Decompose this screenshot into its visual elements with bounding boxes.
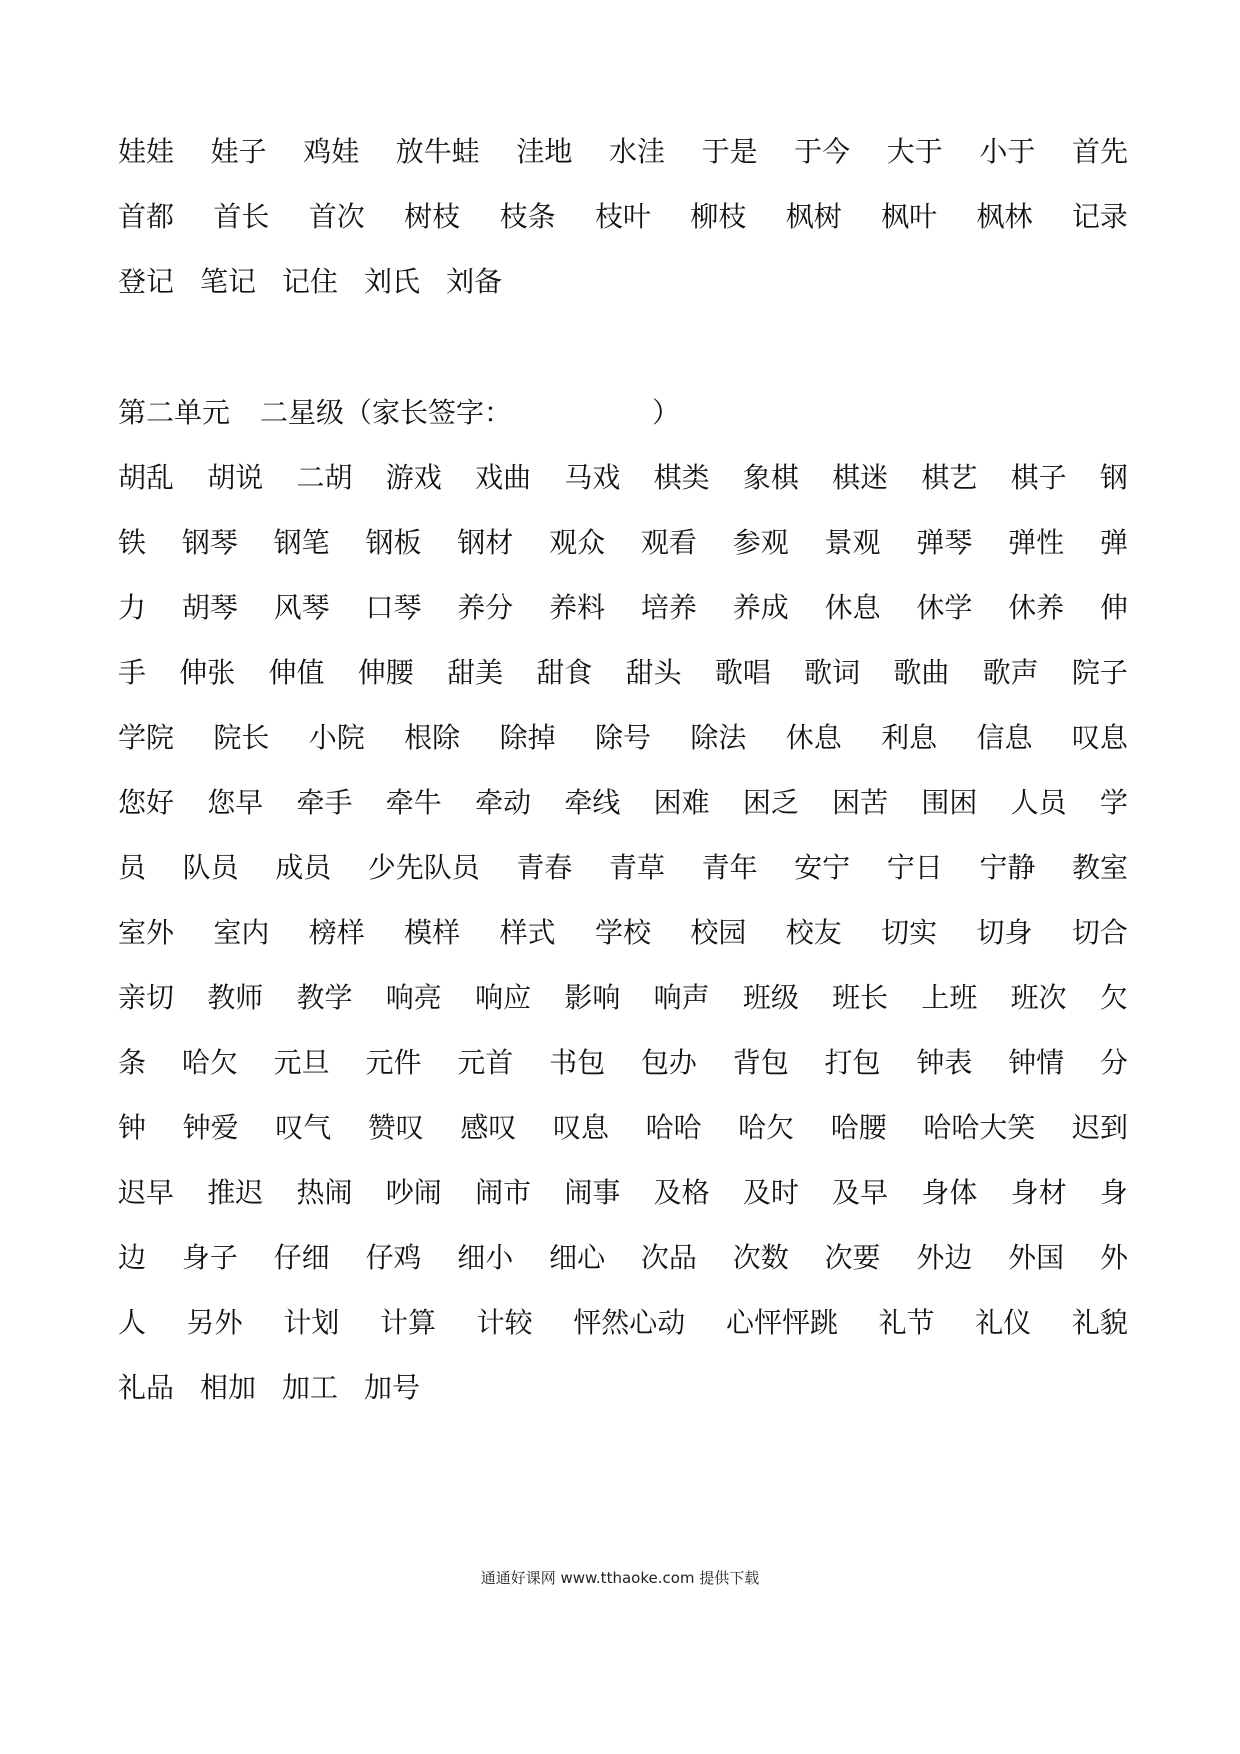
word: 枫林 — [976, 199, 1033, 233]
unit2-line — [118, 1353, 1128, 1418]
word: 培养 — [640, 590, 697, 624]
word: 元件 — [365, 1045, 422, 1079]
word: 加工 — [282, 1370, 339, 1404]
word: 铁 — [118, 525, 147, 559]
unit2-line — [118, 1093, 1128, 1158]
word: 记录 — [1071, 199, 1128, 233]
word: 人 — [118, 1305, 147, 1339]
word: 养料 — [549, 590, 606, 624]
word: 您好 — [118, 785, 175, 819]
word: 切身 — [976, 915, 1033, 949]
word: 包办 — [640, 1045, 697, 1079]
word: 仔细 — [273, 1240, 330, 1274]
word: 迟到 — [1071, 1110, 1128, 1144]
word: 吵闹 — [385, 1175, 442, 1209]
word: 边 — [118, 1240, 147, 1274]
word: 身材 — [1010, 1175, 1067, 1209]
word: 首长 — [213, 199, 270, 233]
unit2-line — [118, 1158, 1128, 1223]
word: 娃子 — [210, 134, 267, 168]
word: 影响 — [564, 980, 621, 1014]
word: 学校 — [594, 915, 651, 949]
word: 院长 — [213, 720, 270, 754]
unit1-line — [118, 182, 1128, 247]
word: 计划 — [283, 1305, 340, 1339]
word: 钢材 — [457, 525, 514, 559]
word: 钢笔 — [273, 525, 330, 559]
word: 上班 — [921, 980, 978, 1014]
word: 安宁 — [794, 850, 851, 884]
word: 分 — [1099, 1045, 1128, 1079]
unit2-line — [118, 1288, 1128, 1353]
word: 养分 — [457, 590, 514, 624]
word: 利息 — [881, 720, 938, 754]
word: 室内 — [213, 915, 270, 949]
word: 青春 — [516, 850, 573, 884]
word: 胡说 — [207, 460, 264, 494]
word: 鸡娃 — [303, 134, 360, 168]
unit2-word-list — [118, 443, 1128, 1418]
word: 小院 — [308, 720, 365, 754]
word: 样式 — [499, 915, 556, 949]
word: 歌词 — [804, 655, 861, 689]
word: 困乏 — [742, 785, 799, 819]
word: 放牛蛙 — [395, 134, 480, 168]
word: 元首 — [457, 1045, 514, 1079]
word: 教师 — [207, 980, 264, 1014]
word: 学院 — [118, 720, 175, 754]
word: 另外 — [186, 1305, 243, 1339]
word: 闹市 — [475, 1175, 532, 1209]
word: 成员 — [275, 850, 332, 884]
word: 困苦 — [832, 785, 889, 819]
word: 心怦怦跳 — [725, 1305, 838, 1339]
word: 休养 — [1008, 590, 1065, 624]
word: 力 — [118, 590, 147, 624]
word: 牵牛 — [385, 785, 442, 819]
word: 切合 — [1071, 915, 1128, 949]
word: 歌曲 — [893, 655, 950, 689]
word: 甜食 — [536, 655, 593, 689]
unit2-close-paren: ） — [652, 395, 681, 429]
word: 戏曲 — [475, 460, 532, 494]
unit2-line — [118, 768, 1128, 833]
word: 条 — [118, 1045, 147, 1079]
word: 棋迷 — [832, 460, 889, 494]
word: 钟爱 — [182, 1110, 239, 1144]
word: 信息 — [976, 720, 1033, 754]
word: 哈哈 — [645, 1110, 702, 1144]
word: 宁静 — [979, 850, 1036, 884]
word: 班次 — [1010, 980, 1067, 1014]
word: 响声 — [653, 980, 710, 1014]
word: 书包 — [549, 1045, 606, 1079]
word: 钟情 — [1008, 1045, 1065, 1079]
word: 棋子 — [1010, 460, 1067, 494]
word: 模样 — [404, 915, 461, 949]
word: 室外 — [118, 915, 175, 949]
word: 校友 — [785, 915, 842, 949]
word: 参观 — [732, 525, 789, 559]
word: 根除 — [404, 720, 461, 754]
word: 钟 — [118, 1110, 147, 1144]
word: 除法 — [690, 720, 747, 754]
word: 叹息 — [1071, 720, 1128, 754]
word: 榜样 — [308, 915, 365, 949]
word: 钢板 — [365, 525, 422, 559]
word: 伸张 — [179, 655, 236, 689]
word: 相加 — [200, 1370, 257, 1404]
word: 枝条 — [499, 199, 556, 233]
word: 口琴 — [365, 590, 422, 624]
word: 教学 — [296, 980, 353, 1014]
word: 养成 — [732, 590, 789, 624]
word: 娃娃 — [118, 134, 175, 168]
word: 景观 — [824, 525, 881, 559]
word: 歌唱 — [714, 655, 771, 689]
word: 礼仪 — [975, 1305, 1032, 1339]
word: 胡乱 — [118, 460, 175, 494]
word: 礼品 — [118, 1370, 175, 1404]
word: 伸 — [1099, 590, 1128, 624]
word: 教室 — [1071, 850, 1128, 884]
footer-credit: 通通好课网 www.tthaoke.com 提供下载 — [480, 1569, 760, 1587]
word: 计较 — [476, 1305, 533, 1339]
unit2-line — [118, 1028, 1128, 1093]
word: 迟早 — [118, 1175, 175, 1209]
word: 推迟 — [207, 1175, 264, 1209]
word: 胡琴 — [181, 590, 238, 624]
word: 牵动 — [475, 785, 532, 819]
word: 于是 — [701, 134, 758, 168]
word: 甜头 — [625, 655, 682, 689]
word: 青年 — [701, 850, 758, 884]
word: 树枝 — [404, 199, 461, 233]
word: 班长 — [832, 980, 889, 1014]
word: 外边 — [916, 1240, 973, 1274]
word: 登记 — [118, 264, 175, 298]
word: 弹琴 — [916, 525, 973, 559]
word: 亲切 — [118, 980, 175, 1014]
unit1-line — [118, 247, 1128, 312]
word: 休学 — [916, 590, 973, 624]
unit2-line — [118, 963, 1128, 1028]
word: 校园 — [690, 915, 747, 949]
word: 及格 — [653, 1175, 710, 1209]
word: 院子 — [1071, 655, 1128, 689]
word: 少先队员 — [367, 850, 480, 884]
word: 钢 — [1099, 460, 1128, 494]
word: 哈欠 — [181, 1045, 238, 1079]
unit2-line — [118, 703, 1128, 768]
unit2-line — [118, 833, 1128, 898]
word: 枝叶 — [594, 199, 651, 233]
unit2-line — [118, 638, 1128, 703]
word: 休息 — [824, 590, 881, 624]
word: 首先 — [1071, 134, 1128, 168]
word: 水洼 — [608, 134, 665, 168]
word: 象棋 — [742, 460, 799, 494]
word: 细心 — [549, 1240, 606, 1274]
word: 首次 — [308, 199, 365, 233]
unit2-star-level: 二星级（家长签字： — [260, 395, 513, 429]
word: 弹 — [1099, 525, 1128, 559]
word: 赞叹 — [367, 1110, 424, 1144]
word: 次要 — [824, 1240, 881, 1274]
word: 枫树 — [785, 199, 842, 233]
word: 伸腰 — [357, 655, 414, 689]
word: 加号 — [364, 1370, 421, 1404]
word: 棋艺 — [921, 460, 978, 494]
word: 切实 — [881, 915, 938, 949]
word: 人员 — [1010, 785, 1067, 819]
word: 礼节 — [878, 1305, 935, 1339]
word: 细小 — [457, 1240, 514, 1274]
word: 柳枝 — [690, 199, 747, 233]
word: 热闹 — [296, 1175, 353, 1209]
word: 哈欠 — [738, 1110, 795, 1144]
word: 钟表 — [916, 1045, 973, 1079]
word: 感叹 — [460, 1110, 517, 1144]
word: 游戏 — [385, 460, 442, 494]
word: 洼地 — [516, 134, 573, 168]
word: 响亮 — [385, 980, 442, 1014]
word: 伸值 — [268, 655, 325, 689]
unit2-line — [118, 443, 1128, 508]
unit2-line — [118, 508, 1128, 573]
unit1-line — [118, 117, 1128, 182]
word: 棋类 — [653, 460, 710, 494]
word: 刘氏 — [364, 264, 421, 298]
word: 外 — [1099, 1240, 1128, 1274]
word: 笔记 — [200, 264, 257, 298]
word: 身体 — [921, 1175, 978, 1209]
word: 弹性 — [1008, 525, 1065, 559]
word: 宁日 — [886, 850, 943, 884]
word: 次品 — [640, 1240, 697, 1274]
unit2-line — [118, 573, 1128, 638]
word: 刘备 — [446, 264, 503, 298]
word: 及早 — [832, 1175, 889, 1209]
word: 身 — [1099, 1175, 1128, 1209]
word: 甜美 — [447, 655, 504, 689]
word: 学 — [1099, 785, 1128, 819]
word: 背包 — [732, 1045, 789, 1079]
word: 于今 — [794, 134, 851, 168]
word: 枫叶 — [881, 199, 938, 233]
word: 哈腰 — [830, 1110, 887, 1144]
word: 休息 — [785, 720, 842, 754]
word: 小于 — [979, 134, 1036, 168]
word: 班级 — [742, 980, 799, 1014]
word: 叹气 — [275, 1110, 332, 1144]
word: 打包 — [824, 1045, 881, 1079]
word: 仔鸡 — [365, 1240, 422, 1274]
word: 大于 — [886, 134, 943, 168]
word: 困难 — [653, 785, 710, 819]
word: 围困 — [921, 785, 978, 819]
word: 元旦 — [273, 1045, 330, 1079]
word: 首都 — [118, 199, 175, 233]
word: 歌声 — [982, 655, 1039, 689]
word: 身子 — [181, 1240, 238, 1274]
word: 哈哈大笑 — [923, 1110, 1036, 1144]
word: 闹事 — [564, 1175, 621, 1209]
word: 您早 — [207, 785, 264, 819]
word: 牵手 — [296, 785, 353, 819]
word: 马戏 — [564, 460, 621, 494]
word: 钢琴 — [181, 525, 238, 559]
unit2-line — [118, 1223, 1128, 1288]
word: 怦然心动 — [573, 1305, 686, 1339]
word: 观众 — [549, 525, 606, 559]
word: 观看 — [640, 525, 697, 559]
word: 外国 — [1008, 1240, 1065, 1274]
unit2-line — [118, 898, 1128, 963]
word: 队员 — [182, 850, 239, 884]
word: 手 — [118, 655, 147, 689]
unit1-word-list — [118, 117, 1128, 312]
word: 叹息 — [552, 1110, 609, 1144]
word: 牵线 — [564, 785, 621, 819]
word: 礼貌 — [1071, 1305, 1128, 1339]
word: 员 — [118, 850, 147, 884]
word: 响应 — [475, 980, 532, 1014]
word: 及时 — [742, 1175, 799, 1209]
unit2-title: 第二单元 — [118, 395, 231, 429]
word: 次数 — [732, 1240, 789, 1274]
word: 青草 — [608, 850, 665, 884]
word: 风琴 — [273, 590, 330, 624]
word: 二胡 — [296, 460, 353, 494]
word: 计算 — [379, 1305, 436, 1339]
word: 除号 — [594, 720, 651, 754]
word: 记住 — [282, 264, 339, 298]
word: 欠 — [1099, 980, 1128, 1014]
unit2-heading — [118, 378, 680, 443]
word: 除掉 — [499, 720, 556, 754]
